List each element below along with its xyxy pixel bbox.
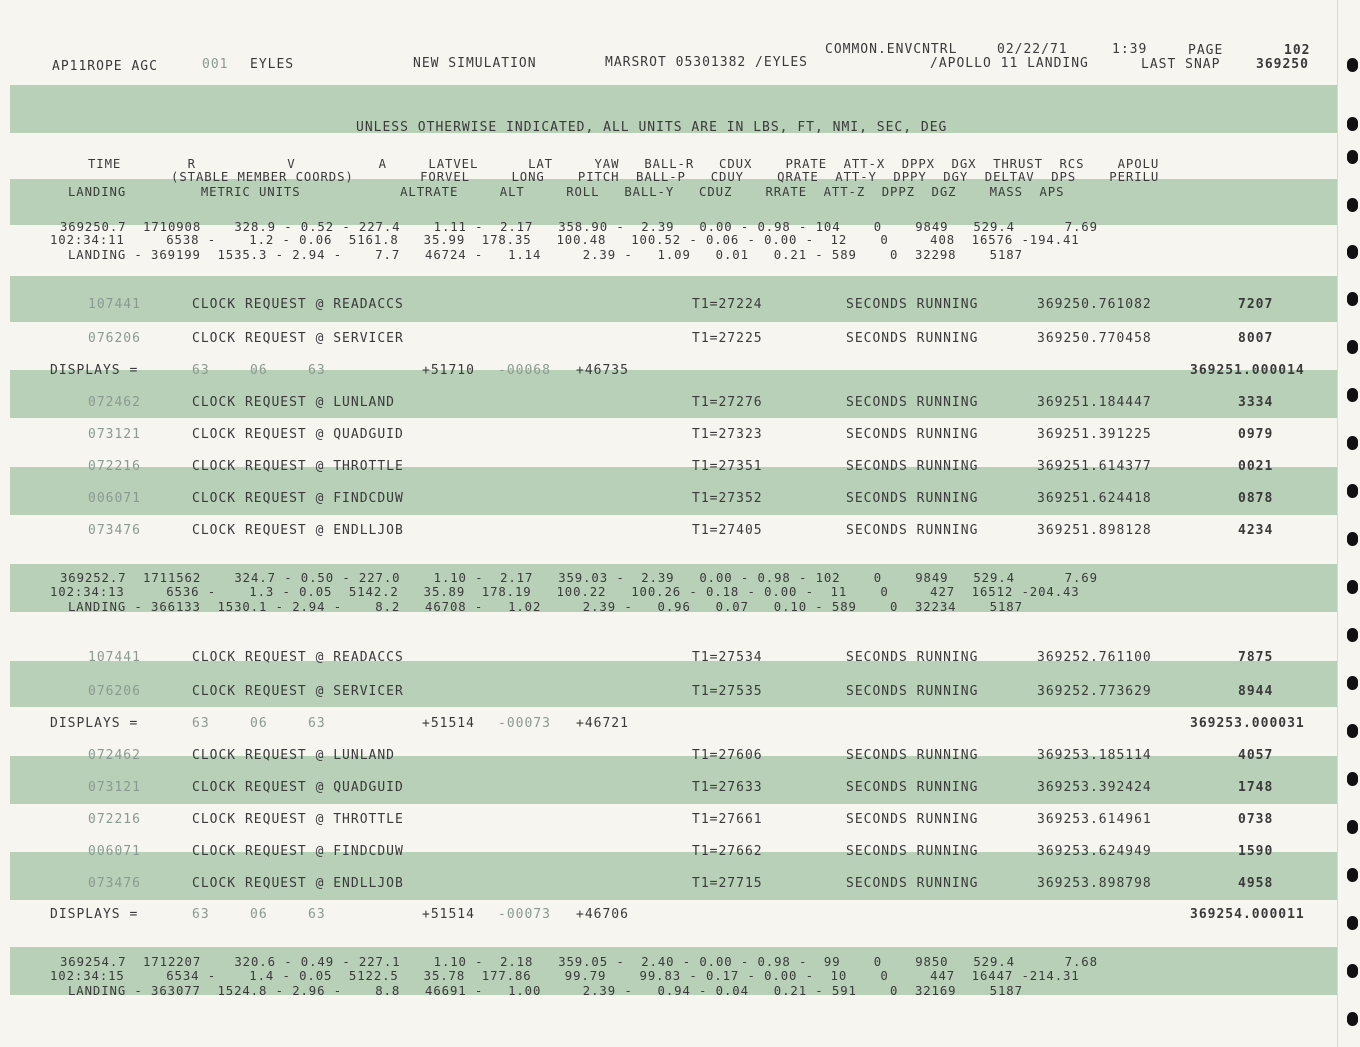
clock-id: 073121: [88, 780, 141, 795]
clock-id: 073476: [88, 523, 141, 538]
feed-hole: [1347, 245, 1358, 259]
clock-request: CLOCK REQUEST @ ENDLLJOB: [192, 523, 404, 538]
user-name: EYLES: [250, 57, 295, 72]
clock-time: 369253.392424: [1037, 780, 1152, 795]
clock-time: 369251.184447: [1037, 395, 1152, 410]
feed-hole: [1347, 724, 1358, 738]
simulation-label: NEW SIMULATION: [413, 56, 537, 71]
t1-value: T1=27661: [692, 812, 763, 827]
feed-hole: [1347, 916, 1358, 930]
clock-status: SECONDS RUNNING: [846, 812, 979, 827]
display-code: 06: [250, 907, 268, 922]
clock-time: 369251.898128: [1037, 523, 1152, 538]
t1-value: T1=27606: [692, 748, 763, 763]
feed-hole: [1347, 340, 1358, 354]
clock-value: 0979: [1238, 427, 1274, 442]
clock-time: 369251.624418: [1037, 491, 1152, 506]
display-code: 63: [308, 716, 326, 731]
snapshot-line: 102:34:11 6538 - 1.2 - 0.06 5161.8 35.99 178.35 100.48 100.52 - 0.06 - 0.00 - 12 0 408 16576 -194.41: [50, 233, 1080, 247]
clock-status: SECONDS RUNNING: [846, 650, 979, 665]
clock-status: SECONDS RUNNING: [846, 459, 979, 474]
feed-hole: [1347, 58, 1358, 72]
clock-id: 006071: [88, 844, 141, 859]
snapshot-line: 102:34:13 6536 - 1.3 - 0.05 5142.2 35.89 178.19 100.22 100.26 - 0.18 - 0.00 - 11 0 427 16512 -204.43: [50, 585, 1080, 599]
clock-request: CLOCK REQUEST @ THROTTLE: [192, 459, 404, 474]
t1-value: T1=27535: [692, 684, 763, 699]
clock-time: 369251.614377: [1037, 459, 1152, 474]
display-code: 63: [308, 363, 326, 378]
clock-time: 369250.761082: [1037, 297, 1152, 312]
clock-request: CLOCK REQUEST @ LUNLAND: [192, 395, 396, 410]
clock-value: 1748: [1238, 780, 1274, 795]
clock-status: SECONDS RUNNING: [846, 748, 979, 763]
t1-value: T1=27323: [692, 427, 763, 442]
clock-request: CLOCK REQUEST @ ENDLLJOB: [192, 876, 404, 891]
snapshot-line: LANDING - 366133 1530.1 - 2.94 - 8.2 46708 - 1.02 2.39 - 0.96 0.07 0.10 - 589 0 32234 5187: [68, 600, 1023, 614]
display-code: 63: [308, 907, 326, 922]
feed-hole: [1347, 580, 1358, 594]
feed-hole: [1347, 820, 1358, 834]
column-header-line-2: (STABLE MEMBER COORDS) FORVEL LONG PITCH BALL-P CDUY QRATE ATT-Y DPPY DGY DELTAV DPS PERILU: [88, 170, 1160, 184]
feed-hole: [1347, 964, 1358, 978]
t1-value: T1=27351: [692, 459, 763, 474]
snapshot-line: 369250.7 1710908 328.9 - 0.52 - 227.4 1.11 - 2.17 358.90 - 2.39 0.00 - 0.98 - 104 0 9849 529.4 7.69: [60, 220, 1098, 234]
t1-value: T1=27405: [692, 523, 763, 538]
print-date: 02/22/71: [997, 42, 1068, 57]
t1-value: T1=27715: [692, 876, 763, 891]
clock-time: 369252.773629: [1037, 684, 1152, 699]
clock-status: SECONDS RUNNING: [846, 523, 979, 538]
feed-hole: [1347, 676, 1358, 690]
clock-time: 369253.614961: [1037, 812, 1152, 827]
t1-value: T1=27633: [692, 780, 763, 795]
snapshot-line: 369254.7 1712207 320.6 - 0.49 - 227.1 1.10 - 2.18 359.05 - 2.40 - 0.00 - 0.98 - 99 0 9850 529.4 7.68: [60, 955, 1098, 969]
feed-hole: [1347, 868, 1358, 882]
clock-id: 072216: [88, 459, 141, 474]
clock-value: 0738: [1238, 812, 1274, 827]
display-code: 06: [250, 716, 268, 731]
clock-id: 073476: [88, 876, 141, 891]
clock-status: SECONDS RUNNING: [846, 395, 979, 410]
feed-hole: [1347, 436, 1358, 450]
feed-hole: [1347, 198, 1358, 212]
clock-request: CLOCK REQUEST @ READACCS: [192, 650, 404, 665]
clock-status: SECONDS RUNNING: [846, 780, 979, 795]
clock-request: CLOCK REQUEST @ READACCS: [192, 297, 404, 312]
clock-time: 369253.898798: [1037, 876, 1152, 891]
page-number: 102: [1284, 43, 1311, 58]
display-time: 369253.000031: [1190, 716, 1305, 731]
t1-value: T1=27352: [692, 491, 763, 506]
display-code: 63: [192, 907, 210, 922]
clock-value: 1590: [1238, 844, 1274, 859]
mission-label: /APOLLO 11 LANDING: [930, 56, 1089, 71]
display-value: +46721: [576, 716, 629, 731]
clock-value: 4234: [1238, 523, 1274, 538]
display-value: +51514: [422, 907, 475, 922]
clock-request: CLOCK REQUEST @ QUADGUID: [192, 780, 404, 795]
clock-status: SECONDS RUNNING: [846, 297, 979, 312]
display-value: +51710: [422, 363, 475, 378]
units-banner: UNLESS OTHERWISE INDICATED, ALL UNITS ARE IN LBS, FT, NMI, SEC, DEG: [356, 120, 948, 135]
feed-hole: [1347, 1012, 1358, 1026]
clock-status: SECONDS RUNNING: [846, 684, 979, 699]
clock-value: 7207: [1238, 297, 1274, 312]
display-value: -00068: [498, 363, 551, 378]
feed-hole: [1347, 772, 1358, 786]
t1-value: T1=27276: [692, 395, 763, 410]
feed-hole: [1347, 117, 1358, 131]
snapshot-line: LANDING - 363077 1524.8 - 2.96 - 8.8 46691 - 1.00 2.39 - 0.94 - 0.04 0.21 - 591 0 32169 5187: [68, 984, 1023, 998]
feed-hole: [1347, 532, 1358, 546]
clock-request: CLOCK REQUEST @ SERVICER: [192, 331, 404, 346]
display-value: -00073: [498, 907, 551, 922]
column-header-line-1: TIME R V A LATVEL LAT YAW BALL-R CDUX PRATE ATT-X DPPX DGX THRUST RCS APOLU: [88, 157, 1160, 171]
display-time: 369254.000011: [1190, 907, 1305, 922]
clock-time: 369252.761100: [1037, 650, 1152, 665]
clock-value: 8007: [1238, 331, 1274, 346]
page-label: PAGE: [1188, 43, 1224, 58]
run-number: 001: [202, 57, 229, 72]
clock-value: 7875: [1238, 650, 1274, 665]
feed-hole: [1347, 292, 1358, 306]
clock-request: CLOCK REQUEST @ THROTTLE: [192, 812, 404, 827]
snapshot-line: 369252.7 1711562 324.7 - 0.50 - 227.0 1.10 - 2.17 359.03 - 2.39 0.00 - 0.98 - 102 0 9849 529.4 7.69: [60, 571, 1098, 585]
last-snap-number: 369250: [1256, 57, 1309, 72]
display-value: +46706: [576, 907, 629, 922]
display-time: 369251.000014: [1190, 363, 1305, 378]
clock-request: CLOCK REQUEST @ SERVICER: [192, 684, 404, 699]
clock-id: 076206: [88, 684, 141, 699]
snapshot-line: LANDING - 369199 1535.3 - 2.94 - 7.7 46724 - 1.14 2.39 - 1.09 0.01 0.21 - 589 0 32298 5187: [68, 248, 1023, 262]
display-code: 06: [250, 363, 268, 378]
clock-status: SECONDS RUNNING: [846, 844, 979, 859]
clock-id: 072462: [88, 748, 141, 763]
display-value: +46735: [576, 363, 629, 378]
clock-request: CLOCK REQUEST @ LUNLAND: [192, 748, 396, 763]
snapshot-line: 102:34:15 6534 - 1.4 - 0.05 5122.5 35.78 177.86 99.79 99.83 - 0.17 - 0.00 - 10 0 447 16447 -214.31: [50, 969, 1080, 983]
program-name: AP11ROPE AGC: [52, 59, 158, 74]
clock-value: 0021: [1238, 459, 1274, 474]
common-label: COMMON.ENVCNTRL: [825, 42, 958, 57]
display-code: 63: [192, 363, 210, 378]
clock-value: 0878: [1238, 491, 1274, 506]
clock-status: SECONDS RUNNING: [846, 876, 979, 891]
display-value: +51514: [422, 716, 475, 731]
print-time: 1:39: [1112, 42, 1148, 57]
t1-value: T1=27224: [692, 297, 763, 312]
displays-label: DISPLAYS =: [50, 363, 139, 378]
clock-status: SECONDS RUNNING: [846, 491, 979, 506]
clock-time: 369253.624949: [1037, 844, 1152, 859]
t1-value: T1=27662: [692, 844, 763, 859]
clock-value: 3334: [1238, 395, 1274, 410]
clock-request: CLOCK REQUEST @ QUADGUID: [192, 427, 404, 442]
display-code: 63: [192, 716, 210, 731]
clock-time: 369250.770458: [1037, 331, 1152, 346]
clock-value: 8944: [1238, 684, 1274, 699]
clock-id: 107441: [88, 650, 141, 665]
clock-status: SECONDS RUNNING: [846, 331, 979, 346]
displays-label: DISPLAYS =: [50, 907, 139, 922]
displays-label: DISPLAYS =: [50, 716, 139, 731]
marsrot-label: MARSROT 05301382 /EYLES: [605, 55, 809, 70]
clock-request: CLOCK REQUEST @ FINDCDUW: [192, 491, 404, 506]
clock-request: CLOCK REQUEST @ FINDCDUW: [192, 844, 404, 859]
feed-hole: [1347, 484, 1358, 498]
perforation-line: [1337, 0, 1338, 1047]
clock-id: 107441: [88, 297, 141, 312]
clock-id: 072216: [88, 812, 141, 827]
column-header-line-3: LANDING METRIC UNITS ALTRATE ALT ROLL BALL-Y CDUZ RRATE ATT-Z DPPZ DGZ MASS APS: [68, 185, 1065, 199]
clock-value: 4958: [1238, 876, 1274, 891]
last-snap-label: LAST SNAP: [1141, 57, 1221, 72]
clock-time: 369253.185114: [1037, 748, 1152, 763]
clock-time: 369251.391225: [1037, 427, 1152, 442]
clock-id: 072462: [88, 395, 141, 410]
clock-id: 076206: [88, 331, 141, 346]
feed-hole: [1347, 388, 1358, 402]
feed-hole: [1347, 150, 1358, 164]
feed-hole: [1347, 628, 1358, 642]
clock-status: SECONDS RUNNING: [846, 427, 979, 442]
t1-value: T1=27225: [692, 331, 763, 346]
clock-value: 4057: [1238, 748, 1274, 763]
clock-id: 006071: [88, 491, 141, 506]
clock-id: 073121: [88, 427, 141, 442]
display-value: -00073: [498, 716, 551, 731]
t1-value: T1=27534: [692, 650, 763, 665]
